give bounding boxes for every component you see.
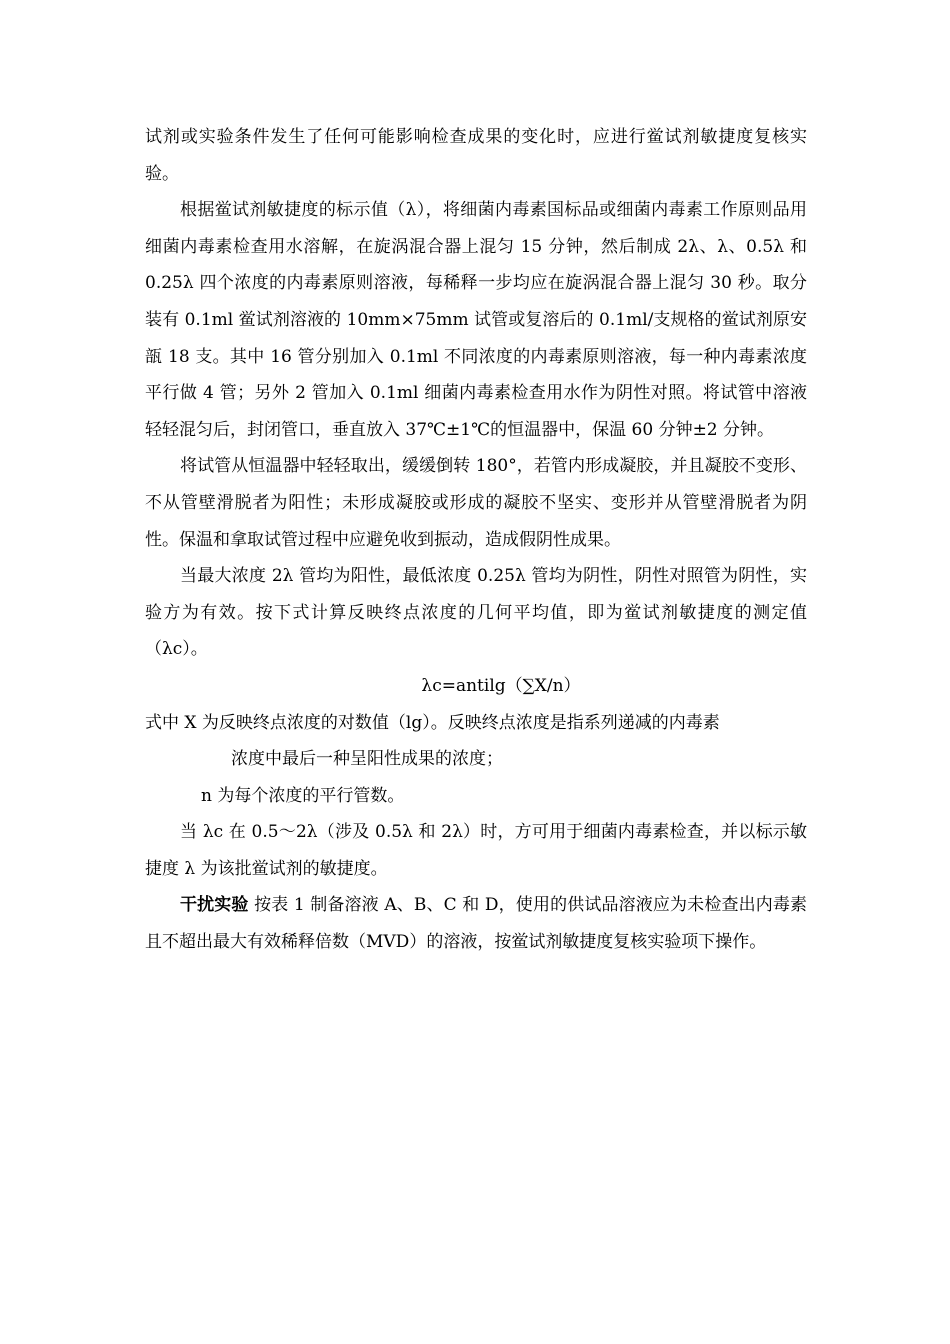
- interference-test-body: 按表 1 制备溶液 A、B、C 和 D，使用的供试品溶液应为未检查出内毒素且不超出最大有效稀释倍数（MVD）的溶液，按鲎试剂敏捷度复核实验项下操作。: [145, 895, 808, 953]
- formula-where-x: 式中 X 为反映终点浓度的对数值（lg）。反映终点浓度是指系列递减的内毒素: [145, 712, 720, 733]
- formula-where-x-continued: 浓度中最后一种呈阳性成果的浓度；: [231, 749, 503, 770]
- formula-where-n: n 为每个浓度的平行管数。: [201, 785, 405, 806]
- paragraph-interference-test: [145, 887, 807, 960]
- interference-test-heading: 干扰实验: [180, 895, 249, 916]
- paragraph-validity: 当最大浓度 2λ 管均为阳性，最低浓度 0.25λ 管均为阴性，阴性对照管为阴性，实验方为有效。按下式计算反映终点浓度的几何平均值，即为鲎试剂敏捷度的测定值（λc）。: [145, 566, 807, 660]
- paragraph-gel-judgement: 将试管从恒温器中轻轻取出，缓缓倒转 180°，若管内形成凝胶，并且凝胶不变形、不从管壁滑脱者为阳性；未形成凝胶或形成的凝胶不坚实、变形并从管壁滑脱者为阴性。保温和拿取试管过程中应避免收到振动，造成假阴性成果。: [145, 456, 807, 550]
- paragraph-continuation: 试剂或实验条件发生了任何可能影响检查成果的变化时，应进行鲎试剂敏捷度复核实验。: [145, 127, 807, 184]
- formula-lambda-c: λc=antilg（∑X/n）: [421, 675, 581, 696]
- paragraph-sensitivity-range: 当 λc 在 0.5～2λ（涉及 0.5λ 和 2λ）时，方可用于细菌内毒素检查，并以标示敏捷度 λ 为该批鲎试剂的敏捷度。: [145, 822, 807, 879]
- document-body: [145, 119, 807, 961]
- paragraph-sensitivity-method: 根据鲎试剂敏捷度的标示值（λ），将细菌内毒素国标品或细菌内毒素工作原则品用细菌内毒素检查用水溶解，在旋涡混合器上混匀 15 分钟，然后制成 2λ、λ、0.5λ 和 0.25λ 四个浓度的内毒素原则溶液，每稀释一步均应在旋涡混合器上混匀 30 秒。取分装有 0.1ml 鲎试剂溶液的 10mm×75mm 试管或复溶后的 0.1ml/支规格的鲎试剂原安瓿 18 支。其中 16 管分别加入 0.1ml 不同浓度的内毒素原则溶液，每一种内毒素浓度平行做 4 管；另外 2 管加入 0.1ml 细菌内毒素检查用水作为阴性对照。将试管中溶液轻轻混匀后，封闭管口，垂直放入 37℃±1℃的恒温器中，保温 60 分钟±2 分钟。: [145, 200, 807, 440]
